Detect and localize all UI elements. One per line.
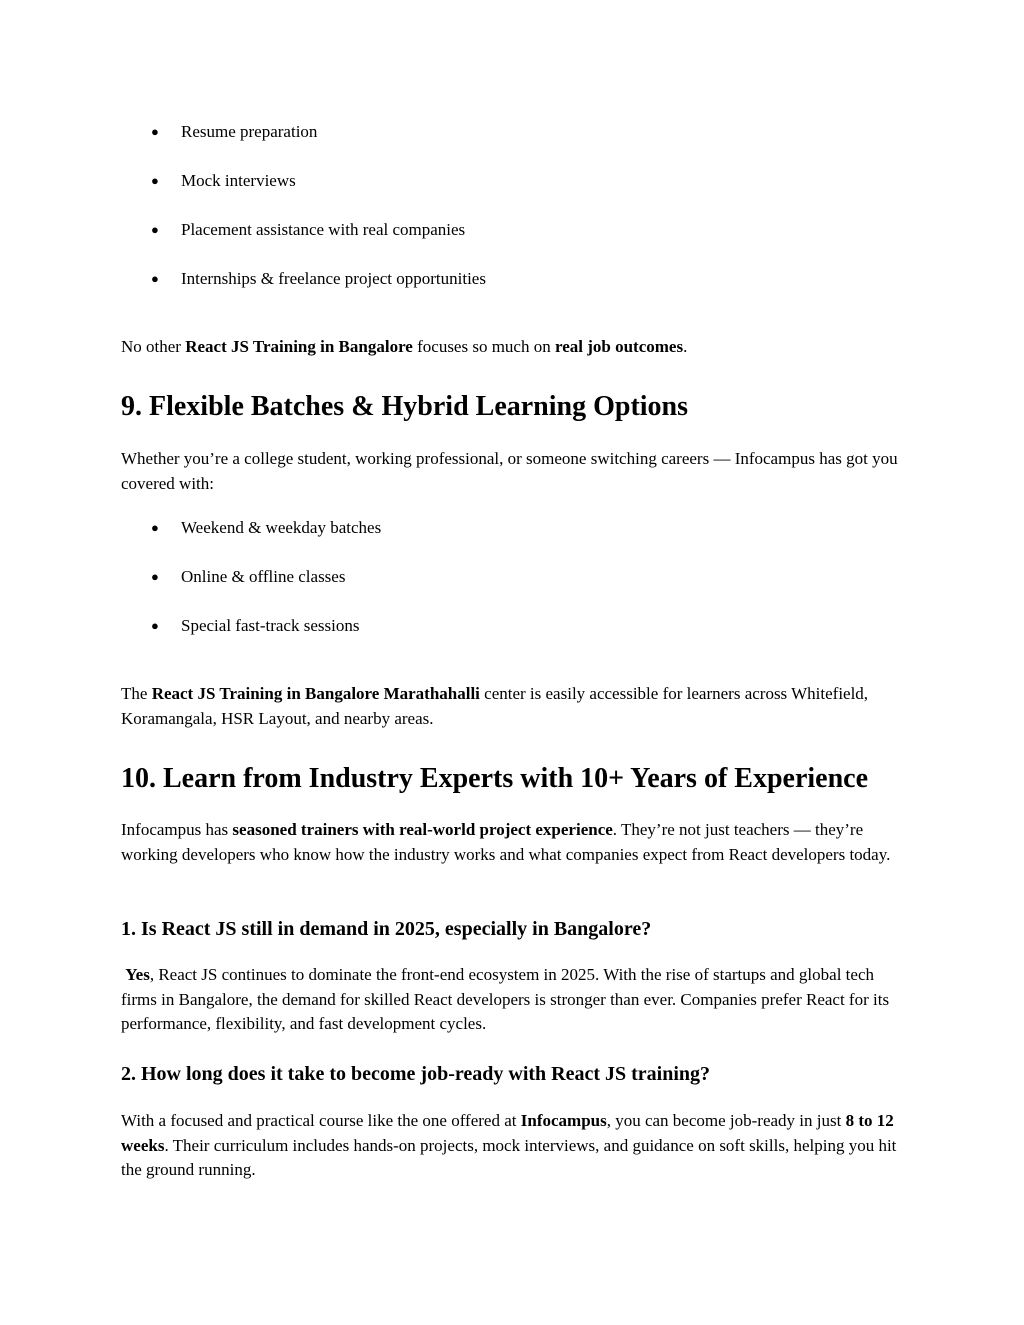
list-item-text: Placement assistance with real companies xyxy=(181,220,466,239)
bullet-icon: ● xyxy=(151,520,159,535)
list-item-text: Resume preparation xyxy=(181,122,318,141)
list-item-text: Online & offline classes xyxy=(181,567,346,586)
bullet-icon: ● xyxy=(151,271,159,286)
faq-question-1: 1. Is React JS still in demand in 2025, especially in Bangalore? xyxy=(121,918,652,940)
trainers-paragraph: Infocampus has seasoned trainers with real-world project experience. They’re not just teachers — they’re working developers who know how the industry works and what companies expect from React developers today. xyxy=(121,820,891,864)
bullet-icon: ● xyxy=(151,569,159,584)
faq-answer-1: Yes, React JS continues to dominate the front-end ecosystem in 2025. With the rise of startups and global tech firms in Bangalore, the demand for skilled React developers is stronger than ever. Companies prefer React for its performance, flexibility, and fast development cycles. xyxy=(121,965,890,1033)
section-heading-10: 10. Learn from Industry Experts with 10+ Years of Experience xyxy=(121,763,869,794)
faq-answer-2: With a focused and practical course like the one offered at Infocampus, you can become job-ready in just 8 to 12 weeks. Their curriculum includes hands-on projects, mock interviews, and guidance on soft skills, helping you hit the ground running. xyxy=(121,1111,897,1179)
bullet-icon: ● xyxy=(151,222,159,237)
outcomes-paragraph: No other React JS Training in Bangalore focuses so much on real job outcomes. xyxy=(121,337,688,356)
bullet-icon: ● xyxy=(151,173,159,188)
list-item-text: Special fast-track sessions xyxy=(181,616,360,635)
bullet-icon: ● xyxy=(151,618,159,633)
list-item-text: Internships & freelance project opportunities xyxy=(181,269,486,288)
list-item-text: Mock interviews xyxy=(181,171,296,190)
list-item-text: Weekend & weekday batches xyxy=(181,518,382,537)
section-heading-9: 9. Flexible Batches & Hybrid Learning Options xyxy=(121,391,689,422)
faq-question-2: 2. How long does it take to become job-ready with React JS training? xyxy=(121,1063,711,1085)
batches-intro-paragraph: Whether you’re a college student, working professional, or someone switching careers — Infocampus has got you covered with: xyxy=(121,449,898,493)
location-paragraph: The React JS Training in Bangalore Marathahalli center is easily accessible for learners across Whitefield, Koramangala, HSR Layout, and nearby areas. xyxy=(121,684,869,728)
bullet-icon: ● xyxy=(151,124,159,139)
